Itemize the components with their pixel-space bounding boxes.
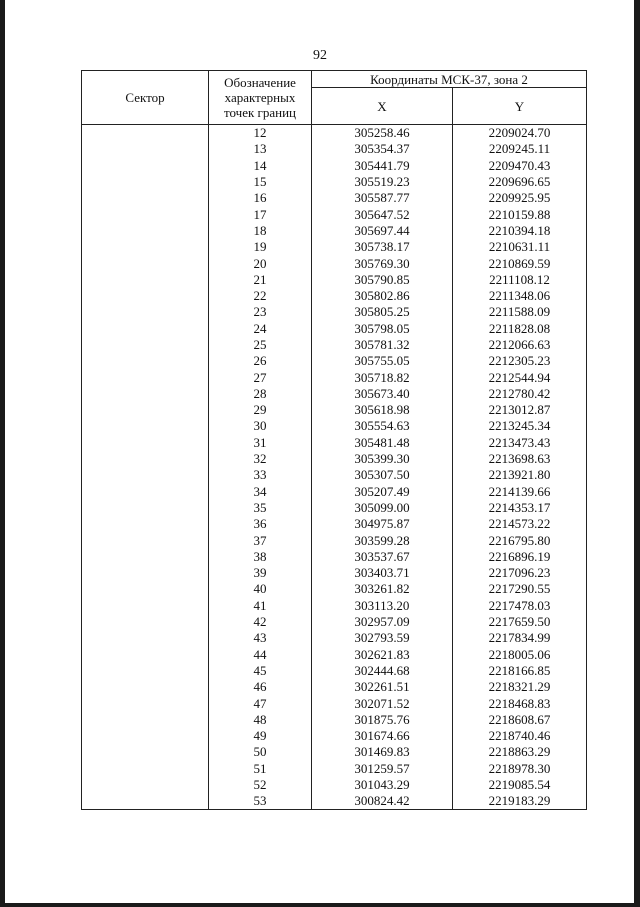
- point-cell: 34: [209, 484, 312, 500]
- point-cell: 26: [209, 353, 312, 369]
- point-cell: 48: [209, 712, 312, 728]
- y-cell: 2209470.43: [453, 158, 587, 174]
- y-cell: 2213698.63: [453, 451, 587, 467]
- point-cell: 27: [209, 369, 312, 385]
- scan-border-right: [634, 0, 640, 907]
- x-cell: 305802.86: [312, 288, 453, 304]
- point-cell: 40: [209, 581, 312, 597]
- header-y: Y: [453, 88, 587, 125]
- coordinates-table: [81, 70, 587, 810]
- table-header: [82, 71, 587, 125]
- x-cell: 305790.85: [312, 272, 453, 288]
- y-cell: 2213012.87: [453, 402, 587, 418]
- x-cell: 305769.30: [312, 255, 453, 271]
- point-cell: 38: [209, 549, 312, 565]
- point-cell: 24: [209, 321, 312, 337]
- header-x: X: [312, 88, 453, 125]
- y-cell: 2216896.19: [453, 549, 587, 565]
- x-cell: 305805.25: [312, 304, 453, 320]
- y-cell: 2217478.03: [453, 598, 587, 614]
- y-cell: 2219183.29: [453, 793, 587, 810]
- point-cell: 28: [209, 386, 312, 402]
- x-cell: 301043.29: [312, 777, 453, 793]
- x-cell: 301875.76: [312, 712, 453, 728]
- x-cell: 305258.46: [312, 125, 453, 142]
- x-cell: 302621.83: [312, 647, 453, 663]
- y-cell: 2209925.95: [453, 190, 587, 206]
- x-cell: 302071.52: [312, 695, 453, 711]
- x-cell: 303599.28: [312, 532, 453, 548]
- x-cell: 303113.20: [312, 598, 453, 614]
- point-cell: 31: [209, 435, 312, 451]
- x-cell: 305673.40: [312, 386, 453, 402]
- point-cell: 41: [209, 598, 312, 614]
- x-cell: 302793.59: [312, 630, 453, 646]
- y-cell: 2211828.08: [453, 321, 587, 337]
- x-cell: 305519.23: [312, 174, 453, 190]
- y-cell: 2218978.30: [453, 761, 587, 777]
- table-body: [82, 125, 587, 810]
- y-cell: 2212780.42: [453, 386, 587, 402]
- y-cell: 2211348.06: [453, 288, 587, 304]
- y-cell: 2218740.46: [453, 728, 587, 744]
- point-cell: 47: [209, 695, 312, 711]
- y-cell: 2212544.94: [453, 369, 587, 385]
- point-cell: 51: [209, 761, 312, 777]
- x-cell: 300824.42: [312, 793, 453, 810]
- y-cell: 2218166.85: [453, 663, 587, 679]
- x-cell: 301469.83: [312, 744, 453, 760]
- header-point-label: Обозначение характерных точек границ: [209, 71, 312, 125]
- y-cell: 2218005.06: [453, 647, 587, 663]
- header-sector: Сектор: [82, 71, 209, 125]
- scan-border-bottom: [0, 903, 640, 907]
- x-cell: 305697.44: [312, 223, 453, 239]
- x-cell: 302957.09: [312, 614, 453, 630]
- x-cell: 305618.98: [312, 402, 453, 418]
- point-cell: 33: [209, 467, 312, 483]
- point-cell: 44: [209, 647, 312, 663]
- y-cell: 2209024.70: [453, 125, 587, 142]
- point-cell: 16: [209, 190, 312, 206]
- table-row: [82, 125, 587, 142]
- point-cell: 32: [209, 451, 312, 467]
- scan-border-left: [0, 0, 5, 907]
- y-cell: 2213245.34: [453, 418, 587, 434]
- x-cell: 303261.82: [312, 581, 453, 597]
- y-cell: 2210394.18: [453, 223, 587, 239]
- y-cell: 2212066.63: [453, 337, 587, 353]
- point-cell: 18: [209, 223, 312, 239]
- page-number: 92: [313, 48, 327, 63]
- point-cell: 21: [209, 272, 312, 288]
- sector-cell: [82, 125, 209, 810]
- x-cell: 305798.05: [312, 321, 453, 337]
- x-cell: 303403.71: [312, 565, 453, 581]
- x-cell: 305354.37: [312, 141, 453, 157]
- point-cell: 43: [209, 630, 312, 646]
- x-cell: 301674.66: [312, 728, 453, 744]
- header-coordinates-group: Координаты МСК-37, зона 2: [312, 71, 587, 88]
- x-cell: 305441.79: [312, 158, 453, 174]
- y-cell: 2214139.66: [453, 484, 587, 500]
- point-cell: 23: [209, 304, 312, 320]
- y-cell: 2217834.99: [453, 630, 587, 646]
- point-cell: 14: [209, 158, 312, 174]
- point-cell: 29: [209, 402, 312, 418]
- x-cell: 302444.68: [312, 663, 453, 679]
- point-cell: 50: [209, 744, 312, 760]
- point-cell: 53: [209, 793, 312, 810]
- point-cell: 52: [209, 777, 312, 793]
- x-cell: 305647.52: [312, 206, 453, 222]
- x-cell: 305307.50: [312, 467, 453, 483]
- x-cell: 305738.17: [312, 239, 453, 255]
- point-cell: 30: [209, 418, 312, 434]
- y-cell: 2210159.88: [453, 206, 587, 222]
- y-cell: 2210631.11: [453, 239, 587, 255]
- y-cell: 2212305.23: [453, 353, 587, 369]
- x-cell: 304975.87: [312, 516, 453, 532]
- y-cell: 2218468.83: [453, 695, 587, 711]
- y-cell: 2213473.43: [453, 435, 587, 451]
- point-cell: 37: [209, 532, 312, 548]
- y-cell: 2216795.80: [453, 532, 587, 548]
- x-cell: 305099.00: [312, 500, 453, 516]
- x-cell: 305755.05: [312, 353, 453, 369]
- y-cell: 2218863.29: [453, 744, 587, 760]
- y-cell: 2213921.80: [453, 467, 587, 483]
- point-cell: 22: [209, 288, 312, 304]
- y-cell: 2211588.09: [453, 304, 587, 320]
- y-cell: 2217290.55: [453, 581, 587, 597]
- y-cell: 2209696.65: [453, 174, 587, 190]
- point-cell: 25: [209, 337, 312, 353]
- x-cell: 305207.49: [312, 484, 453, 500]
- x-cell: 305781.32: [312, 337, 453, 353]
- point-cell: 15: [209, 174, 312, 190]
- x-cell: 301259.57: [312, 761, 453, 777]
- point-cell: 46: [209, 679, 312, 695]
- y-cell: 2217096.23: [453, 565, 587, 581]
- y-cell: 2214573.22: [453, 516, 587, 532]
- y-cell: 2219085.54: [453, 777, 587, 793]
- point-cell: 12: [209, 125, 312, 142]
- y-cell: 2218321.29: [453, 679, 587, 695]
- point-cell: 20: [209, 255, 312, 271]
- x-cell: 302261.51: [312, 679, 453, 695]
- x-cell: 305587.77: [312, 190, 453, 206]
- x-cell: 305718.82: [312, 369, 453, 385]
- point-cell: 42: [209, 614, 312, 630]
- point-cell: 49: [209, 728, 312, 744]
- y-cell: 2211108.12: [453, 272, 587, 288]
- x-cell: 305481.48: [312, 435, 453, 451]
- y-cell: 2217659.50: [453, 614, 587, 630]
- y-cell: 2210869.59: [453, 255, 587, 271]
- x-cell: 305554.63: [312, 418, 453, 434]
- point-cell: 17: [209, 206, 312, 222]
- point-cell: 45: [209, 663, 312, 679]
- x-cell: 305399.30: [312, 451, 453, 467]
- x-cell: 303537.67: [312, 549, 453, 565]
- point-cell: 13: [209, 141, 312, 157]
- y-cell: 2214353.17: [453, 500, 587, 516]
- y-cell: 2209245.11: [453, 141, 587, 157]
- point-cell: 39: [209, 565, 312, 581]
- point-cell: 35: [209, 500, 312, 516]
- y-cell: 2218608.67: [453, 712, 587, 728]
- point-cell: 36: [209, 516, 312, 532]
- point-cell: 19: [209, 239, 312, 255]
